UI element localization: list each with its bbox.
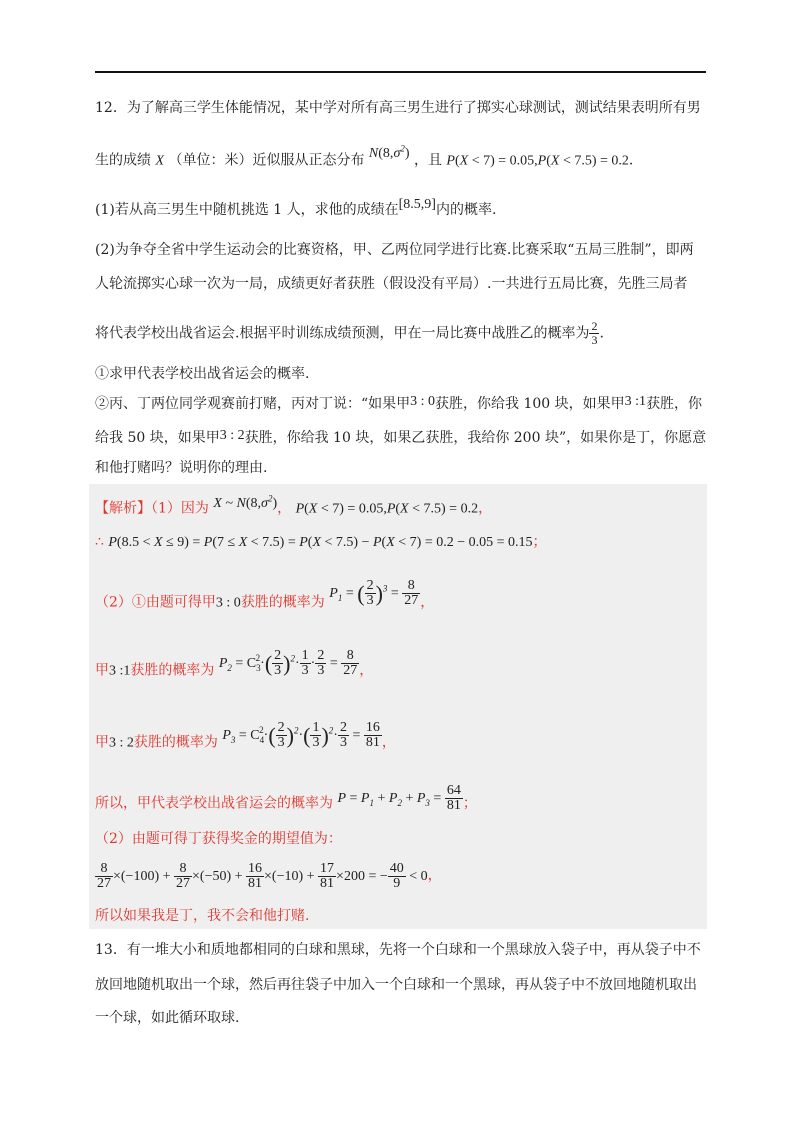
header-rule [95, 71, 706, 73]
q12-sub-1: ①求甲代表学校出战省运会的概率. [95, 366, 310, 382]
math-two-thirds: $\frac{2}{3}$ [591, 319, 598, 347]
sol-text: 所以，甲代表学校出战省运会的概率为 [95, 795, 333, 812]
math-x: X [155, 153, 165, 169]
q12-line-4: (2)为争夺全省中学生运动会的比赛资格，甲、乙两位同学进行比赛.比赛采取“五局三胜制”，即两 [95, 242, 694, 258]
sol-line-7: （2）由题可得丁获得奖金的期望值为： [95, 831, 342, 847]
q12-text: ②丙、丁两位同学观赛前打赌，丙对丁说：“如果甲 [95, 396, 411, 412]
sol-text: 甲 [95, 734, 109, 751]
q13-line-1: 13．有一堆大小和质地都相同的白球和黑球，先将一个白球和一个黑球放入袋子中，再从袋子中不 [95, 942, 701, 958]
q12-text: （单位：米）近似服从正态分布 [168, 152, 365, 169]
sol-line-5: 甲3 : 2获胜的概率为 $P_3 = C_4^2\cdot$( $\frac{2}{3}$ )$^2$·( $\frac{1}{3}$ )$^2$· $\frac{2}{3}$ = $\frac{16}{81}$ ， [95, 719, 396, 751]
q12-sub-2: ②丙、丁两位同学观赛前打赌，丙对丁说：“如果甲3 : 0获胜，你给我 100 块，如果甲3 :1获胜，你 [95, 394, 703, 412]
sol-text: 获胜的概率为 [133, 734, 218, 751]
q12-text: 获胜，你给我 100 块，如果甲 [435, 396, 625, 412]
sol-text: （2）①由题可得甲 [95, 594, 216, 611]
sol-line-6: 所以，甲代表学校出战省运会的概率为 $P = P_1 + P_2 + P_3$ = $\frac{64}{81}$ ； [95, 783, 477, 813]
sol-line-4: 甲3 :1获胜的概率为 $P_2 = C_3^2\cdot$( $\frac{2}{3}$ )$^2$· $\frac{1}{3}$ · $\frac{2}{3}$ = $\frac{8}{27}$ ， [95, 647, 374, 679]
math-interval: [8.5,9] [398, 197, 436, 212]
sol-text: 获胜的概率为 [130, 662, 215, 679]
q13-line-2: 放回地随机取出一个球，然后再往袋子中加入一个白球和一个黑球，再从袋子中不放回地随机取出 [95, 977, 697, 993]
math-probabilities: P(X < 7) = 0.05,P(X < 7.5) = 0.2 [446, 153, 629, 169]
sol-text: 获胜的概率为 [240, 594, 325, 611]
q12-text: 获胜，你 [646, 396, 703, 412]
q12-line-6: 将代表学校出战省运会.根据平时训练成绩预测，甲在一局比赛中战胜乙的概率为 $\frac{2}{3}$ . [95, 319, 604, 347]
q12-text: 将代表学校出战省运会.根据平时训练成绩预测，甲在一局比赛中战胜乙的概率为 [95, 325, 590, 342]
sol-text: 【解析】（1）因为 [95, 500, 209, 517]
q12-sub-2-cont: 给我 50 块，如果甲3 : 2获胜，你给我 10 块，如果乙获胜，我给你 200 块”，如果你是丁，你愿意 [95, 428, 707, 446]
q12-text: 生的成绩 [95, 152, 151, 169]
q13-line-3: 一个球，如此循环取球. [95, 1010, 240, 1026]
q12-text: 获胜，你给我 10 块，如果乙获胜，我给你 200 块”，如果你是丁，你愿意 [244, 430, 707, 446]
q12-text: (1)若从高三男生中随机挑选 1 人，求他的成绩在 [95, 202, 399, 218]
q12-line-2: 生的成绩 X （单位：米）近似服从正态分布 $N(8,\sigma^2)$ ，且 P(X < 7) = 0.05,P(X < 7.5) = 0.2. [95, 143, 634, 169]
sol-line-2: ∴ P(8.5 < X ≤ 9) = P(7 ≤ X < 7.5) = P(X < 7.5) − P(X < 7) = 0.2 − 0.05 = 0.15； [95, 534, 547, 550]
q12-text: 给我 50 块，如果甲 [95, 430, 220, 446]
q12-line-10: 和他打赌吗？说明你的理由. [95, 460, 268, 476]
q12-line-1: 12．为了解高三学生体能情况，某中学对所有高三男生进行了掷实心球测试，测试结果表明所有男 [95, 100, 701, 116]
sol-line-8: $\frac{8}{27}$ ×(−100) + $\frac{8}{27}$ ×(−50) + $\frac{16}{81}$ ×(−10) + $\frac{17}{81}$ ×200 = − $\frac{40}{9}$ < 0， [97, 861, 442, 891]
q12-line-5: 人轮流掷实心球一次为一局，成绩更好者获胜（假设没有平局）.一共进行五局比赛，先胜三局者 [95, 276, 688, 292]
sol-text: 甲 [95, 662, 109, 679]
q12-text: 内的概率. [435, 202, 497, 218]
sol-line-1: 【解析】（1）因为 X ~ $N(8,\sigma^2)$， P(X < 7) = 0.05,P(X < 7.5) = 0.2， [95, 493, 493, 517]
sol-line-3: （2）①由题可得甲3 : 0获胜的概率为 $P_1$ = ( $\frac{2}{3}$ )$^3$ = $\frac{8}{27}$ ， [95, 577, 435, 611]
math-normal-dist: $N(8,\sigma^2)$ [368, 143, 410, 161]
q12-text: ，且 [413, 152, 442, 169]
q12-part-1 [95, 197, 497, 221]
sol-conclusion: 所以如果我是丁，我不会和他打赌. [95, 908, 310, 924]
